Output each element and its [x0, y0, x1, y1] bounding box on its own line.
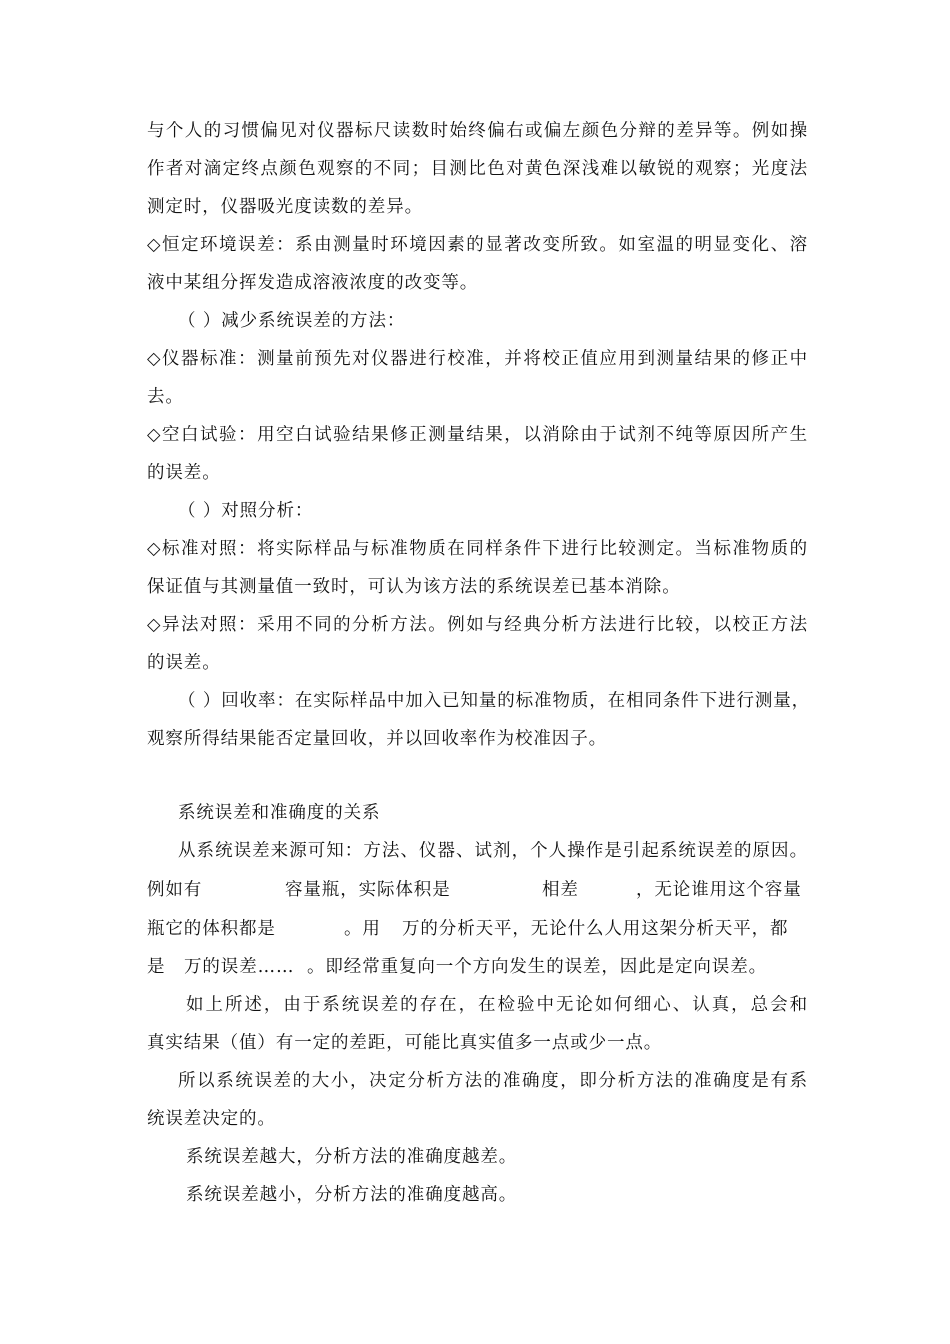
text-fragment: 例如有 [147, 880, 203, 900]
text-line: 与个人的习惯偏见对仪器标尺读数时始终偏右或偏左颜色分辩的差异等。例如操 [147, 121, 808, 141]
text-line: 统误差决定的。 [147, 1109, 276, 1129]
text-fragment: 是 [147, 957, 166, 977]
text-line: ◇仪器标准：测量前预先对仪器进行校准，并将校正值应用到测量结果的修正中 [147, 349, 808, 369]
text-line: 去。 [147, 387, 184, 407]
text-fragment: 。用 [344, 919, 381, 939]
text-line: 液中某组分挥发造成溶液浓度的改变等。 [147, 273, 479, 293]
text-fragment: 瓶它的体积都是 [147, 919, 276, 939]
text-line: 测定时，仪器吸光度读数的差异。 [147, 197, 423, 217]
text-line: ◇恒定环境误差：系由测量时环境因素的显著改变所致。如室温的明显变化、溶 [147, 235, 808, 255]
text-line: 观察所得结果能否定量回收，并以回收率作为校准因子。 [147, 729, 607, 749]
text-fragment: 容量瓶，实际体积是 [285, 880, 451, 900]
text-fragment: 万的误差…… [184, 957, 295, 977]
text-line: ◇空白试验：用空白试验结果修正测量结果，以消除由于试剂不纯等原因所产生 [147, 425, 808, 445]
text-line: 作者对滴定终点颜色观察的不同；目测比色对黄色深浅难以敏锐的观察；光度法 [147, 159, 808, 179]
section-heading: （ ）减少系统误差的方法： [178, 311, 406, 331]
text-line: 如上所述，由于系统误差的存在，在检验中无论如何细心、认真，总会和 [186, 995, 808, 1015]
section-heading: （ ）对照分析： [178, 501, 314, 521]
text-line: 的误差。 [147, 653, 221, 673]
text-fragment: 。即经常重复向一个方向发生的误差，因此是定向误差。 [307, 957, 767, 977]
text-line: ◇异法对照：采用不同的分析方法。例如与经典分析方法进行比较，以校正方法 [147, 615, 808, 635]
text-line: 从系统误差来源可知：方法、仪器、试剂，个人操作是引起系统误差的原因。 [178, 841, 808, 861]
section-title: 系统误差和准确度的关系 [178, 803, 381, 823]
text-fragment: 万的分析天平，无论什么人用这架分析天平，都 [402, 919, 789, 939]
text-fragment: 相差 [542, 880, 579, 900]
text-line: 系统误差越小，分析方法的准确度越高。 [186, 1185, 518, 1205]
text-fragment: ，无论谁用这个容量 [636, 880, 802, 900]
text-line: 真实结果（值）有一定的差距，可能比真实值多一点或少一点。 [147, 1033, 663, 1053]
text-line: 的误差。 [147, 463, 221, 483]
text-line: 所以系统误差的大小，决定分析方法的准确度，即分析方法的准确度是有系 [178, 1071, 808, 1091]
text-line: （ ）回收率：在实际样品中加入已知量的标准物质，在相同条件下进行测量， [178, 691, 811, 711]
text-line: 系统误差越大，分析方法的准确度越差。 [186, 1147, 518, 1167]
text-line: ◇标准对照：将实际样品与标准物质在同样条件下进行比较测定。当标准物质的 [147, 539, 808, 559]
text-line: 保证值与其测量值一致时，可认为该方法的系统误差已基本消除。 [147, 577, 681, 597]
